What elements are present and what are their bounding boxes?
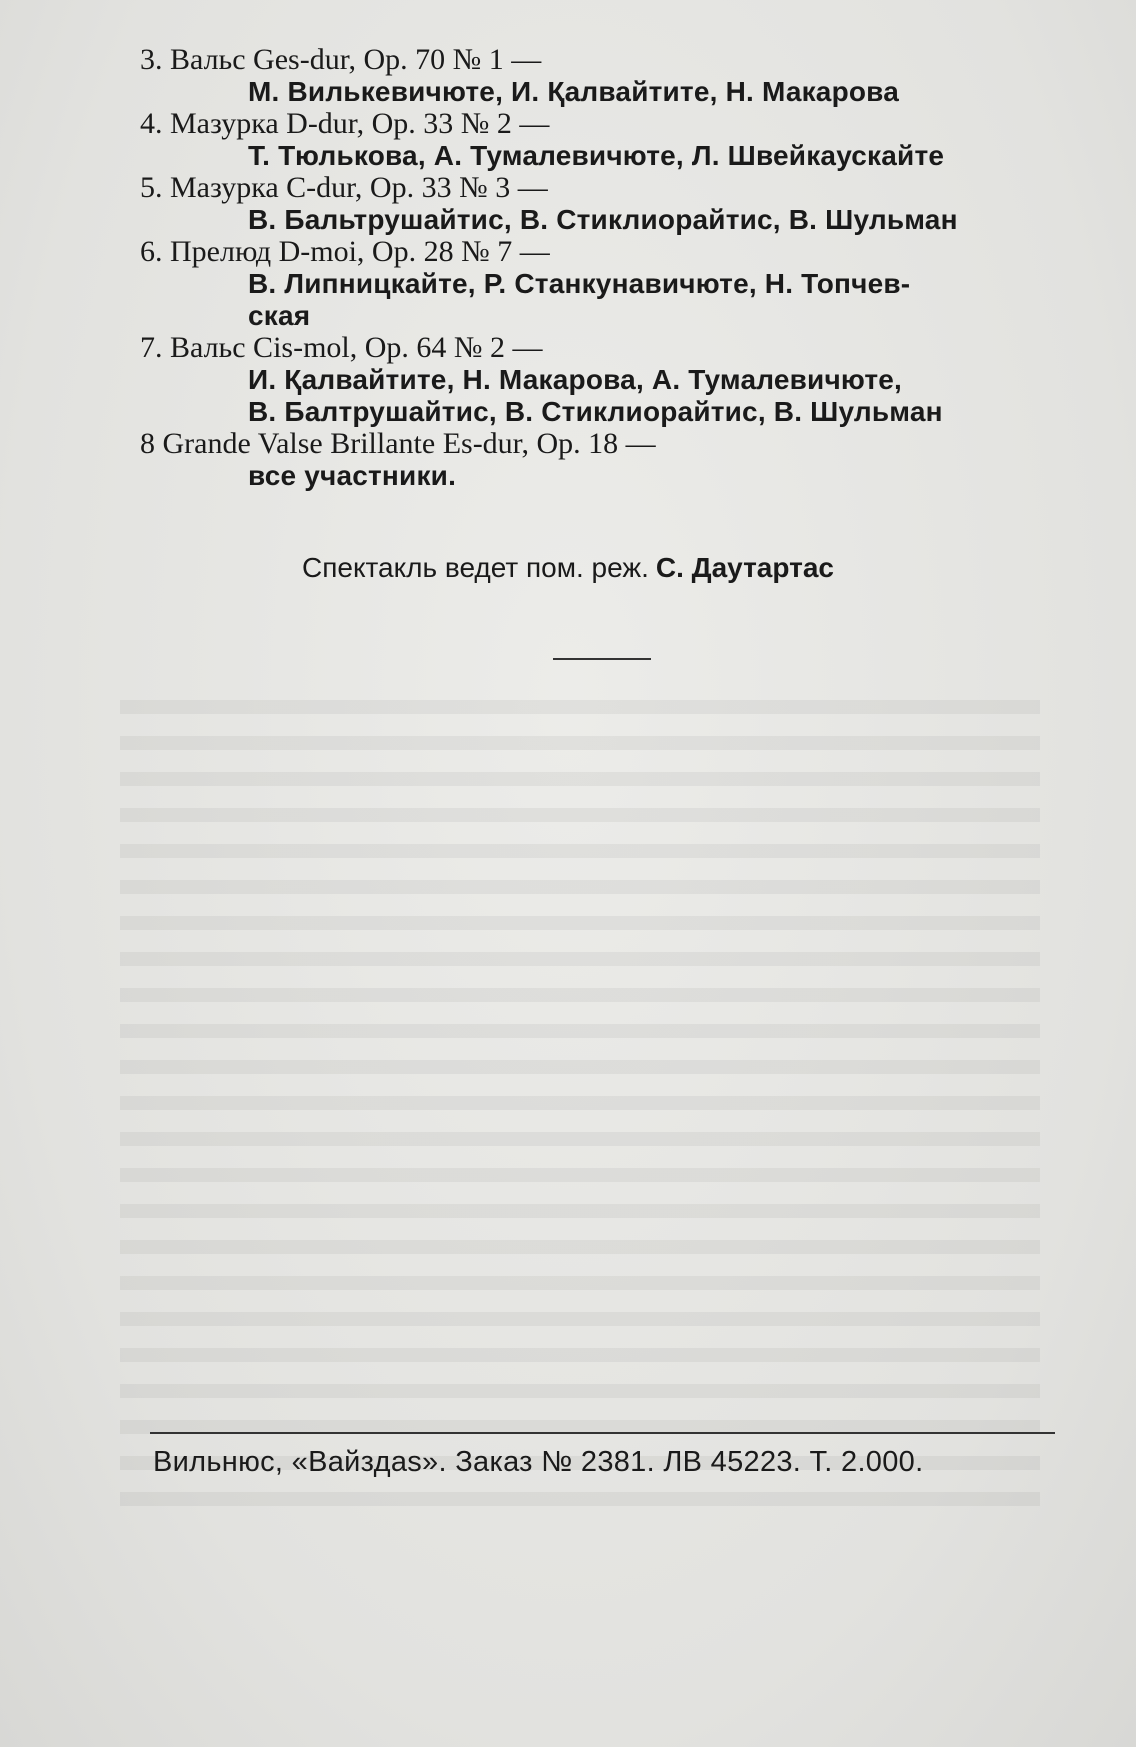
performers-line: Т. Тюлькова, А. Тумалевичюте, Л. Швейкаускайте [248,140,945,171]
program-item-performers [140,268,1060,332]
performers-line: В. Бальтрушайтис, В. Стиклиорайтис, В. Шульман [248,204,958,235]
show-through-text [120,700,1040,1520]
program-item-title: 7. Вальс Cis-mol, Op. 64 № 2 — [140,331,543,364]
program-item-title: 5. Мазурка C-dur, Op. 33 № 3 — [140,171,548,204]
imprint-rule [150,1432,1055,1434]
performers-line: И. Қалвайтите, Н. Макарова, А. Тумалевичюте, [248,364,903,395]
program-item-performers [140,364,1060,428]
program-item-title: 3. Вальс Ges-dur, Op. 70 № 1 — [140,43,542,76]
stage-manager-credit [0,552,1136,585]
program-item-performers [140,140,1060,172]
performers-line: все участники. [248,460,457,491]
program-item-title: 8 Grande Valse Brillante Es-dur, Op. 18 — [140,427,656,460]
credit-label: Спектакль ведет пом. реж. [302,552,649,583]
program-item-8 [140,428,1060,492]
program-item-5 [140,172,1060,236]
program-item-6 [140,236,1060,332]
printer-imprint: Вильнюс, «Вайздаs». Заказ № 2381. ЛВ 45223. Т. 2.000. [153,1446,924,1478]
program-item-title: 4. Мазурка D-dur, Op. 33 № 2 — [140,107,550,140]
program-list [140,44,1060,492]
section-divider [553,658,651,660]
program-item-3 [140,44,1060,108]
program-item-performers [140,76,1060,108]
performers-line: ская [248,300,311,331]
performers-line: М. Вилькевичюте, И. Қалвайтите, Н. Макарова [248,76,900,107]
program-item-performers [140,460,1060,492]
credit-name: С. Даутартас [655,552,834,583]
program-item-performers [140,204,1060,236]
program-item-title: 6. Прелюд D-moi, Op. 28 № 7 — [140,235,550,268]
program-item-7 [140,332,1060,428]
performers-line: В. Балтрушайтис, В. Стиклиорайтис, В. Шульман [248,396,943,427]
program-item-4 [140,108,1060,172]
performers-line: В. Липницкайте, Р. Станкунавичюте, Н. Топчев- [248,268,911,299]
